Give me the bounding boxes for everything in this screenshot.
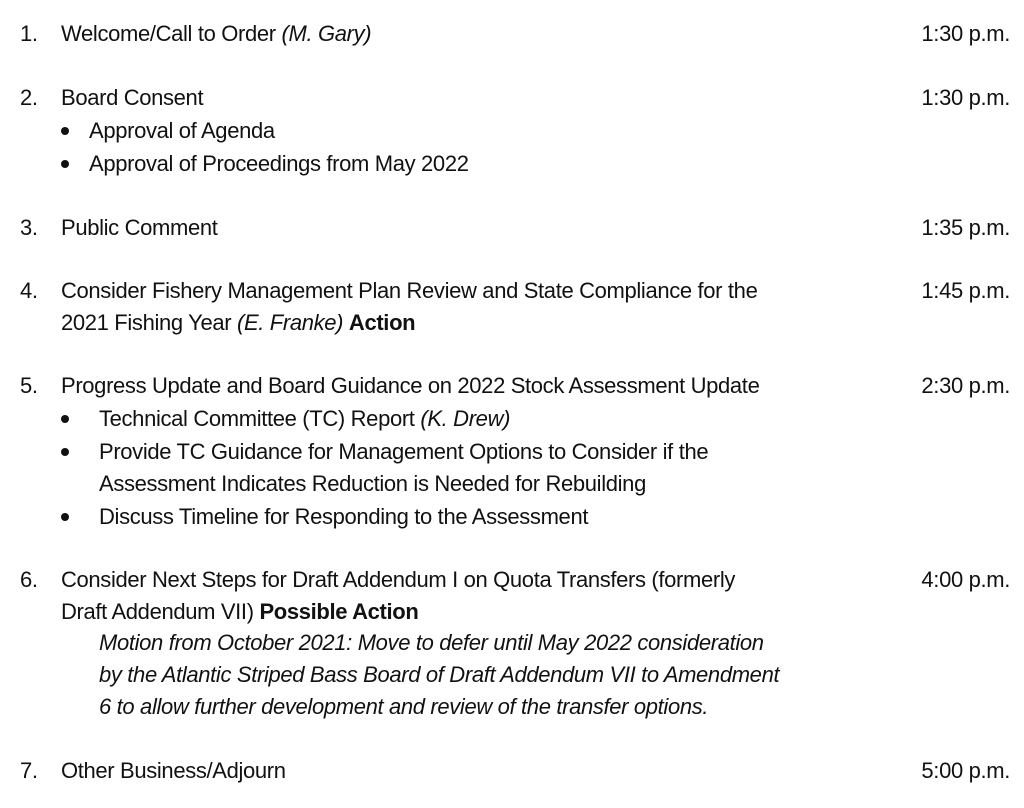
item-6-time: 4:00 p.m. xyxy=(921,567,1010,592)
item-5-bullet-2-line-1: Provide TC Guidance for Management Options to Consider if the xyxy=(99,439,709,464)
item-5-bullet-2-line-2: Assessment Indicates Reduction is Needed for Rebuilding xyxy=(99,471,646,496)
item-7-number: 7. xyxy=(20,758,38,783)
item-5-title: Progress Update and Board Guidance on 2022 Stock Assessment Update xyxy=(61,373,760,398)
item-2-bullet-2: Approval of Proceedings from May 2022 xyxy=(89,151,469,176)
item-4-title-line-1: Consider Fishery Management Plan Review and State Compliance for the xyxy=(61,278,758,303)
item-5-bullet-1-presenter: (K. Drew) xyxy=(420,406,511,431)
item-3-title: Public Comment xyxy=(61,215,218,240)
item-1-title-text: Welcome/Call to Order xyxy=(61,21,276,46)
item-4-year-text: 2021 Fishing Year xyxy=(61,310,232,335)
item-7-title: Other Business/Adjourn xyxy=(61,758,286,783)
item-5-bullet-1-text: Technical Committee (TC) Report xyxy=(99,406,415,431)
item-7-time: 5:00 p.m. xyxy=(921,758,1010,783)
item-5-bullet-3: Discuss Timeline for Responding to the Assessment xyxy=(99,504,589,529)
bullet-icon xyxy=(61,513,69,521)
bullet-icon xyxy=(61,415,69,423)
item-2-title: Board Consent xyxy=(61,85,204,110)
item-3-time: 1:35 p.m. xyxy=(921,215,1010,240)
item-6-title-line-2 xyxy=(61,599,418,625)
item-1-time: 1:30 p.m. xyxy=(921,21,1010,46)
item-6-title-line-1: Consider Next Steps for Draft Addendum I on Quota Transfers (formerly xyxy=(61,567,736,592)
item-1-presenter: (M. Gary) xyxy=(281,21,372,46)
item-6-motion-line-2: by the Atlantic Striped Bass Board of Draft Addendum VII to Amendment xyxy=(99,662,780,687)
bullet-icon xyxy=(61,127,69,135)
item-5-number: 5. xyxy=(20,373,38,398)
item-1-title xyxy=(61,21,371,47)
item-6-motion-line-1: Motion from October 2021: Move to defer until May 2022 consideration xyxy=(99,630,764,655)
item-6-motion-line-3: 6 to allow further development and review of the transfer options. xyxy=(99,694,709,719)
item-1-number: 1. xyxy=(20,21,38,46)
item-6-action-label: Possible Action xyxy=(259,599,419,624)
item-6-number: 6. xyxy=(20,567,38,592)
item-5-time: 2:30 p.m. xyxy=(921,373,1010,398)
item-2-bullet-1: Approval of Agenda xyxy=(89,118,275,143)
item-5-bullet-1 xyxy=(99,406,510,432)
item-2-number: 2. xyxy=(20,85,38,110)
item-4-title-line-2 xyxy=(61,310,415,336)
item-4-number: 4. xyxy=(20,278,38,303)
item-3-number: 3. xyxy=(20,215,38,240)
item-2-time: 1:30 p.m. xyxy=(921,85,1010,110)
item-4-presenter: (E. Franke) xyxy=(236,310,344,335)
bullet-icon xyxy=(61,160,69,168)
bullet-icon xyxy=(61,448,69,456)
item-4-time: 1:45 p.m. xyxy=(921,278,1010,303)
item-6-title-text: Draft Addendum VII) xyxy=(61,599,254,624)
item-4-action-label: Action xyxy=(348,310,416,335)
